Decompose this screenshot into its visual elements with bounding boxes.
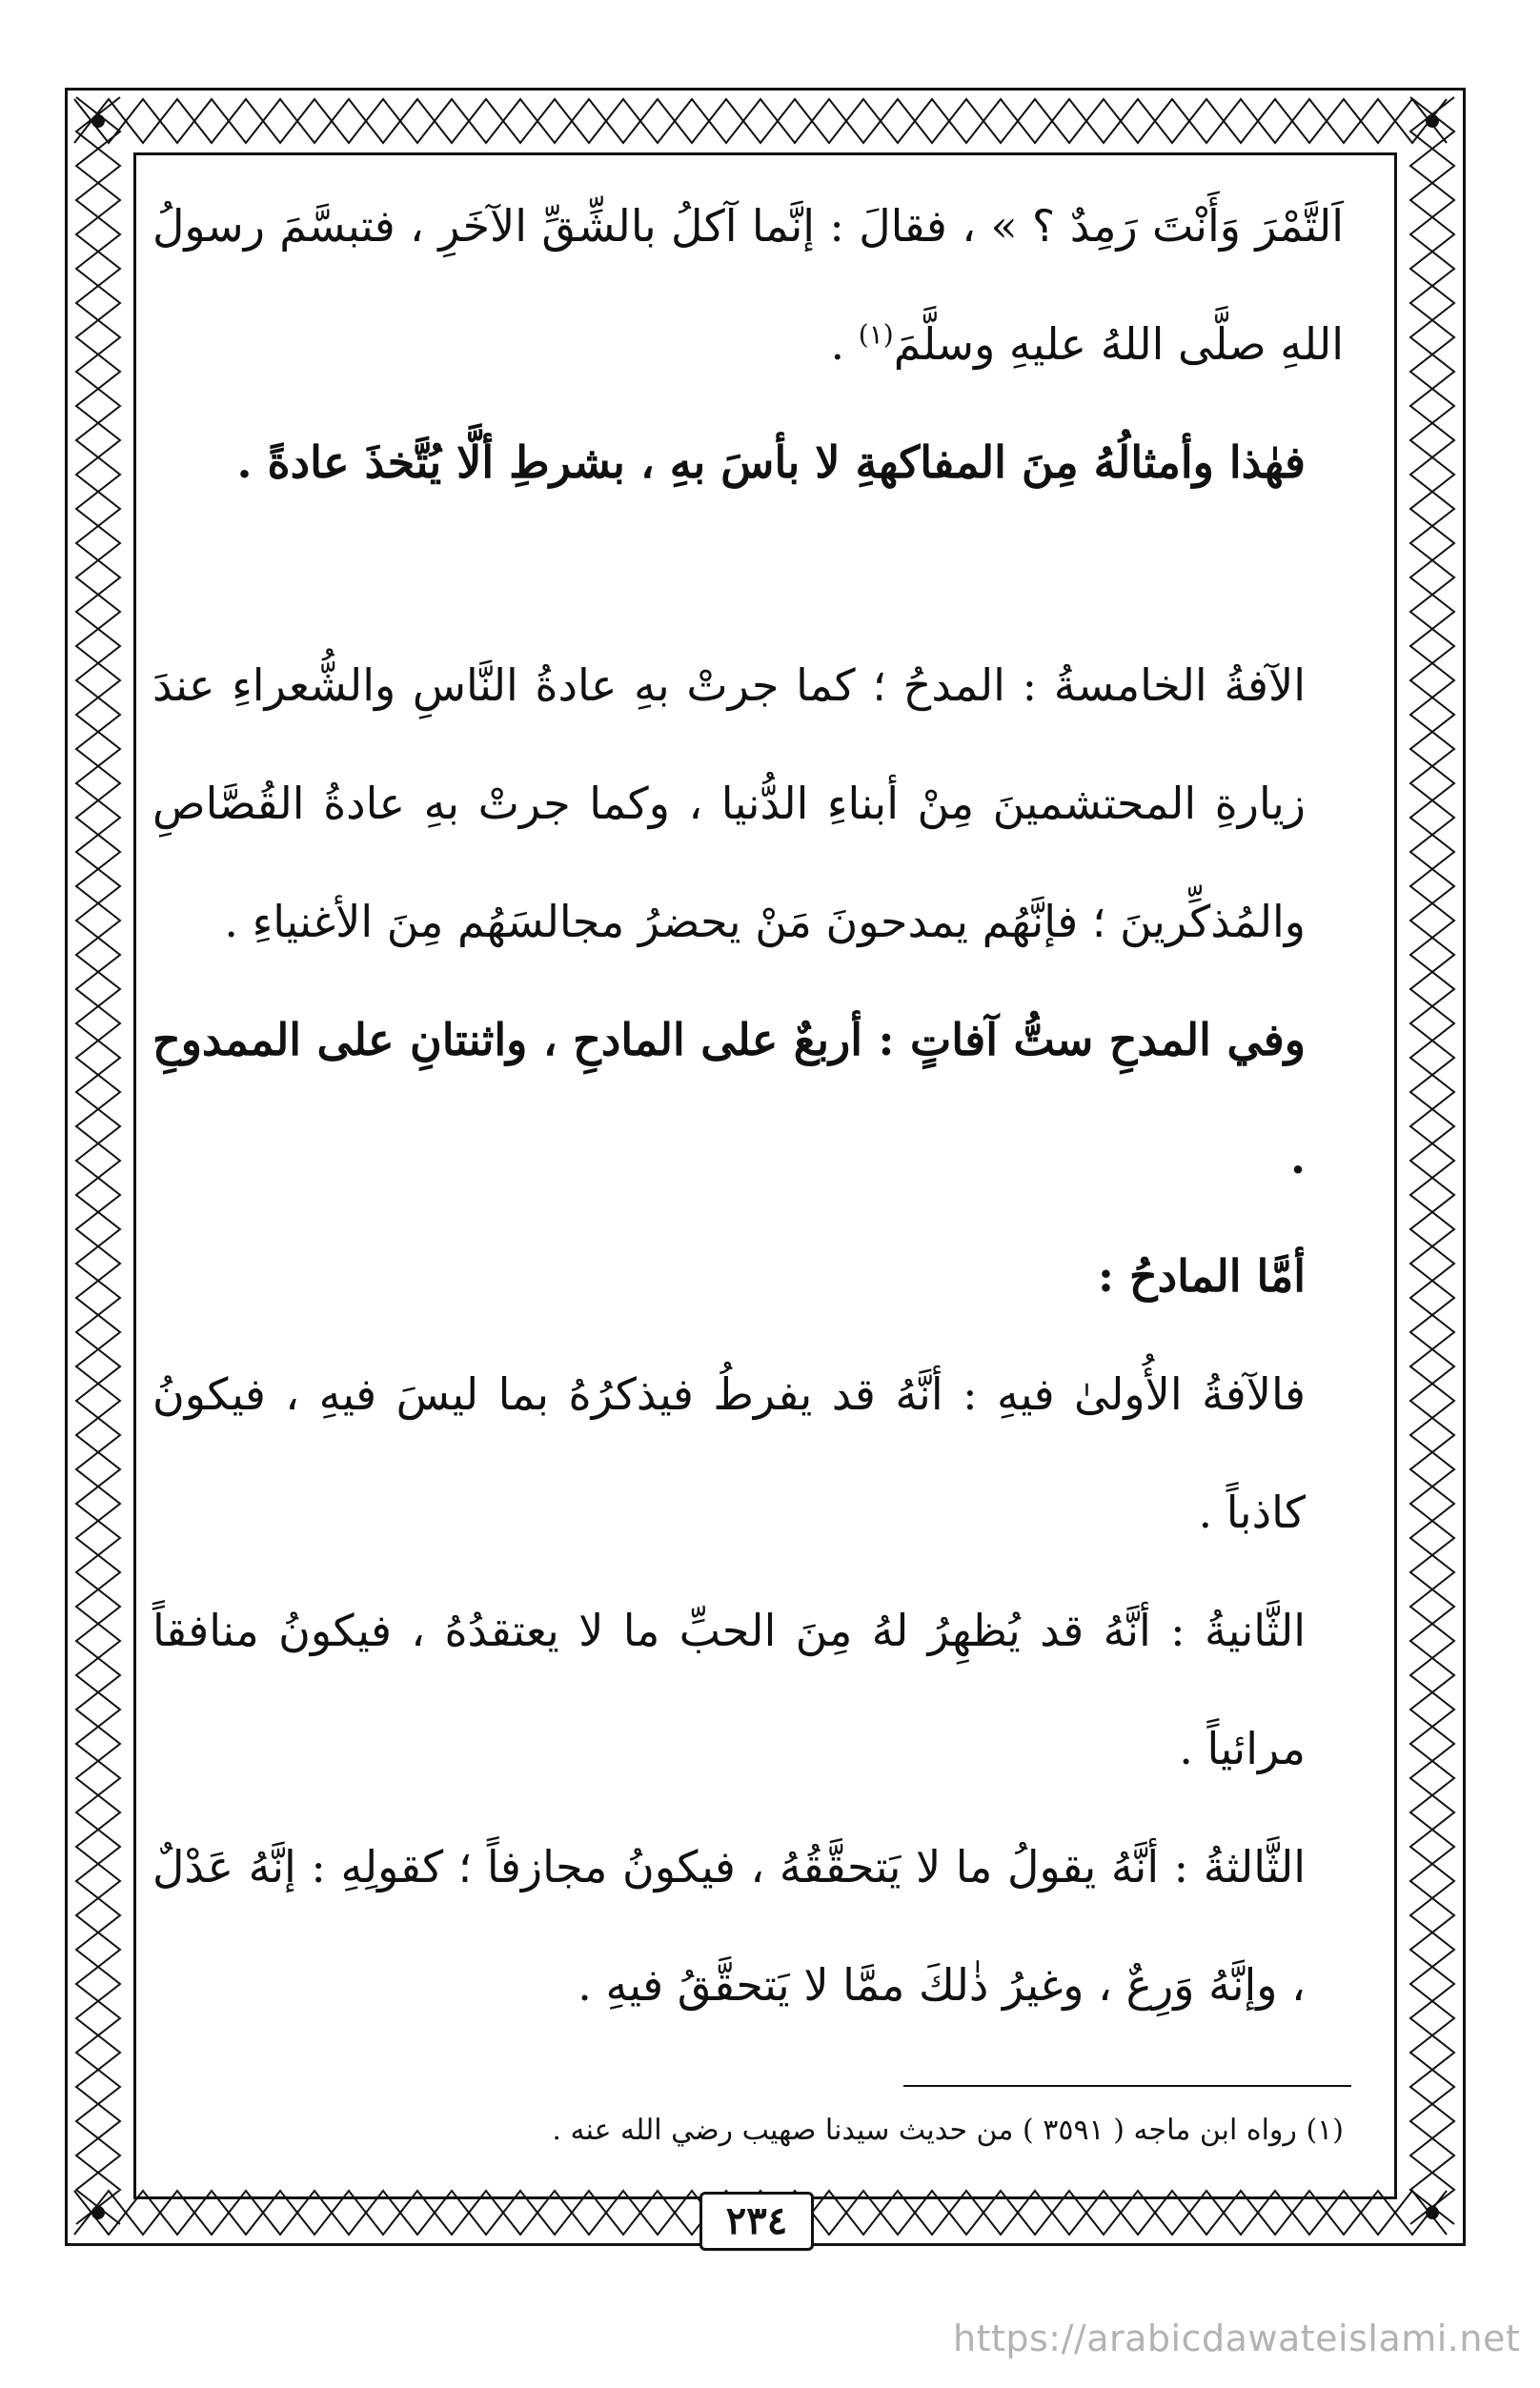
border-corner-dot [92,2207,104,2218]
watermark-url: https://arabicdawateislami.net [953,2317,1521,2359]
border-corner-dot [1427,115,1438,127]
section-heading: أمَّا المادحُ : [1097,1250,1306,1302]
border-corner-dot [1427,2207,1438,2218]
page-body [152,167,1344,2044]
border-zigzag [1410,97,1454,2224]
paragraph-3: الآفةُ الخامسةُ : المدحُ ؛ كما جرتْ بهِ عادةُ النَّاسِ والشُّعراءِ عندَ زيارةِ المحتشمينَ مِنْ أبناءِ الدُّنيا ، وكما جرتْ بهِ عادةُ القُصَّاصِ والمُذكِّرينَ ؛ فإنَّهُم يمدحونَ مَنْ يحضرُ مجالسَهُم مِنَ الأغنياءِ . [152,659,1306,947]
border-zigzag [76,97,120,2224]
border-corner-dot [92,115,104,127]
paragraph-1: اَلتَّمْرَ وَأَنْتَ رَمِدٌ ؟ » ، فقالَ : إنَّما آكلُ بالشِّقِّ الآخَرِ ، فتبسَّمَ رسولُ اللهِ صلَّى اللهُ عليهِ وسلَّمَ$^{(١)}$ . [152,200,1344,370]
page-number: ٢٣٤ [699,2192,814,2251]
paragraph-4: وفي المدحِ ستُّ آفاتٍ : أربعٌ على المادحِ ، واثنتانِ على الممدوحِ . [152,1014,1306,1184]
border-zigzag [74,99,1447,143]
footnote-marker: (١) [858,318,894,351]
paragraph-6: فالآفةُ الأُولىٰ فيهِ : أنَّهُ قد يفرطُ فيذكرُهُ بما ليسَ فيهِ ، فيكونُ كاذباً . [152,1368,1306,1538]
border-zigzag [76,97,120,2224]
paragraph-2: فهٰذا وأمثالُهُ مِنَ المفاكهةِ لا بأسَ بهِ ، بشرطِ ألَّا يُتَّخذَ عادةً . [236,436,1306,488]
footnote: (١) رواه ابن ماجه ( ٣٥٩١ ) من حديث سيدنا صهيب رضي الله عنه . [552,2114,1344,2147]
border-zigzag [74,99,1447,143]
paragraph-8: الثَّالثةُ : أنَّهُ يقولُ ما لا يَتحقَّقُهُ ، فيكونُ مجازفاً ؛ كقولِهِ : إنَّهُ عَدْلٌ ، وإنَّهُ وَرِعٌ ، وغيرُ ذٰلكَ ممَّا لا يَتحقَّقُ فيهِ . [152,1841,1306,2011]
paragraph-7: الثَّانيةُ : أنَّهُ قد يُظهِرُ لهُ مِنَ الحبِّ ما لا يعتقدُهُ ، فيكونُ منافقاً مرائياً . [152,1605,1306,1774]
footnote-separator [903,2085,1351,2087]
border-zigzag [1410,97,1454,2224]
